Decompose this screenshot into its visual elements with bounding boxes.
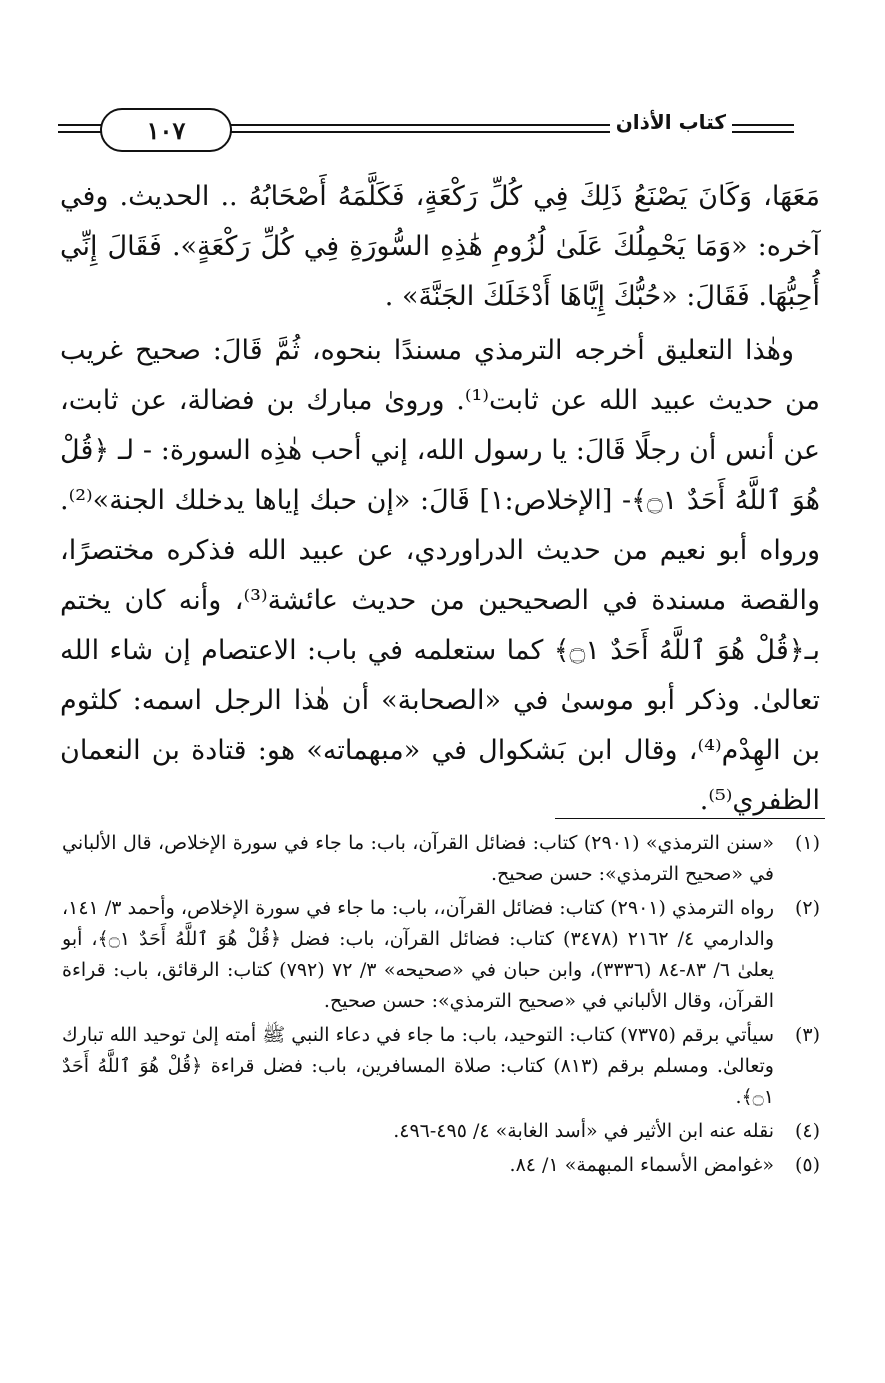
footnote-number: (١) (794, 832, 820, 854)
paragraph-2: وهٰذا التعليق أخرجه الترمذي مسندًا بنحوه، ثُمَّ قَالَ: صحيح غريب من حديث عبيد الله عن ثابت⁽¹⁾. وروىٰ مبارك بن فضالة، عن ثابت، عن أنس أن رجلًا قَالَ: يا رسول الله، إني أحب هٰذِه السورة: - لـ ﴿قُلْ هُوَ ٱللَّهُ أَحَدٌ ۝١﴾- [الإخلاص:١] قَالَ: «إن حبك إياها يدخلك الجنة»⁽²⁾. ورواه أبو نعيم من حديث الدراوردي، عن عبيد الله فذكره مختصرًا، والقصة مسندة في الصحيحين من حديث عائشة⁽³⁾، وأنه كان يختم بـ﴿قُلْ هُوَ ٱللَّهُ أَحَدٌ ۝١﴾ كما ستعلمه في باب: الاعتصام إن شاء الله تعالىٰ. وذكر أبو موسىٰ في «الصحابة» أن هٰذا الرجل اسمه: كلثوم بن الهِدْم⁽⁴⁾، وقال ابن بَشكوال في «مبهماته» هو: قتادة بن النعمان الظفري⁽⁵⁾. (60, 335, 821, 816)
footnote-2 (62, 893, 820, 1017)
footnote-1 (62, 828, 820, 890)
main-text-continued (60, 326, 820, 826)
page-number: ١٠٧ (100, 108, 232, 152)
footnote-text: سيأتي برقم (٧٣٧٥) كتاب: التوحيد، باب: ما جاء في دعاء النبي ﷺ أمته إلىٰ توحيد الله تبارك وتعالىٰ. ومسلم برقم (٨١٣) كتاب: صلاة المسافرين، باب: فضل قراءة ﴿قُلْ هُوَ ٱللَّهُ أَحَدٌ ۝١﴾. (61, 1024, 774, 1108)
footnote-text: «سنن الترمذي» (٢٩٠١) كتاب: فضائل القرآن، باب: ما جاء في سورة الإخلاص، قال الألباني في «صحيح الترمذي»: حسن صحيح. (62, 832, 774, 885)
chapter-title: كتاب الأذان (610, 110, 732, 134)
main-text (60, 172, 820, 322)
page-header (58, 104, 794, 160)
footnote-5 (62, 1150, 820, 1181)
footnote-text: «غوامض الأسماء المبهمة» ١/ ٨٤. (509, 1154, 774, 1176)
footnote-separator (555, 818, 825, 819)
footnote-3 (62, 1020, 820, 1113)
paragraph-1: مَعَهَا، وَكَانَ يَصْنَعُ ذَلِكَ فِي كُلِّ رَكْعَةٍ، فَكَلَّمَهُ أَصْحَابُهُ .. الحديث. وفي آخره: «وَمَا يَحْمِلُكَ عَلَىٰ لُزُومِ هَٰذِهِ السُّورَةِ فِي كُلِّ رَكْعَةٍ». فَقَالَ إِنِّي أُحِبُّهَا. فَقَالَ: «حُبُّكَ إِيَّاهَا أَدْخَلَكَ الجَنَّةَ» . (60, 181, 820, 312)
footnote-text: نقله عنه ابن الأثير في «أسد الغابة» ٤/ ٤٩٥-٤٩٦. (393, 1120, 774, 1142)
footnotes (62, 828, 820, 1184)
footnote-number: (٣) (794, 1024, 820, 1046)
footnote-number: (٢) (794, 897, 820, 919)
footnote-text: رواه الترمذي (٢٩٠١) كتاب: فضائل القرآن،، باب: ما جاء في سورة الإخلاص، وأحمد ٣/ ١٤١، والدارمي ٤/ ٢١٦٢ (٣٤٧٨) كتاب: فضائل القرآن، باب: فضل ﴿قُلْ هُوَ ٱللَّهُ أَحَدٌ ۝١﴾، أبو يعلىٰ ٦/ ٨٣-٨٤ (٣٣٣٦)، وابن حبان في «صحيحه» ٣/ ٧٢ (٧٩٢) كتاب: الرقائق، باب: قراءة القرآن، وقال الألباني في «صحيح الترمذي»: حسن صحيح. (62, 897, 775, 1012)
footnote-number: (٤) (794, 1120, 820, 1142)
footnote-number: (٥) (794, 1154, 820, 1176)
footnote-4 (62, 1116, 820, 1147)
